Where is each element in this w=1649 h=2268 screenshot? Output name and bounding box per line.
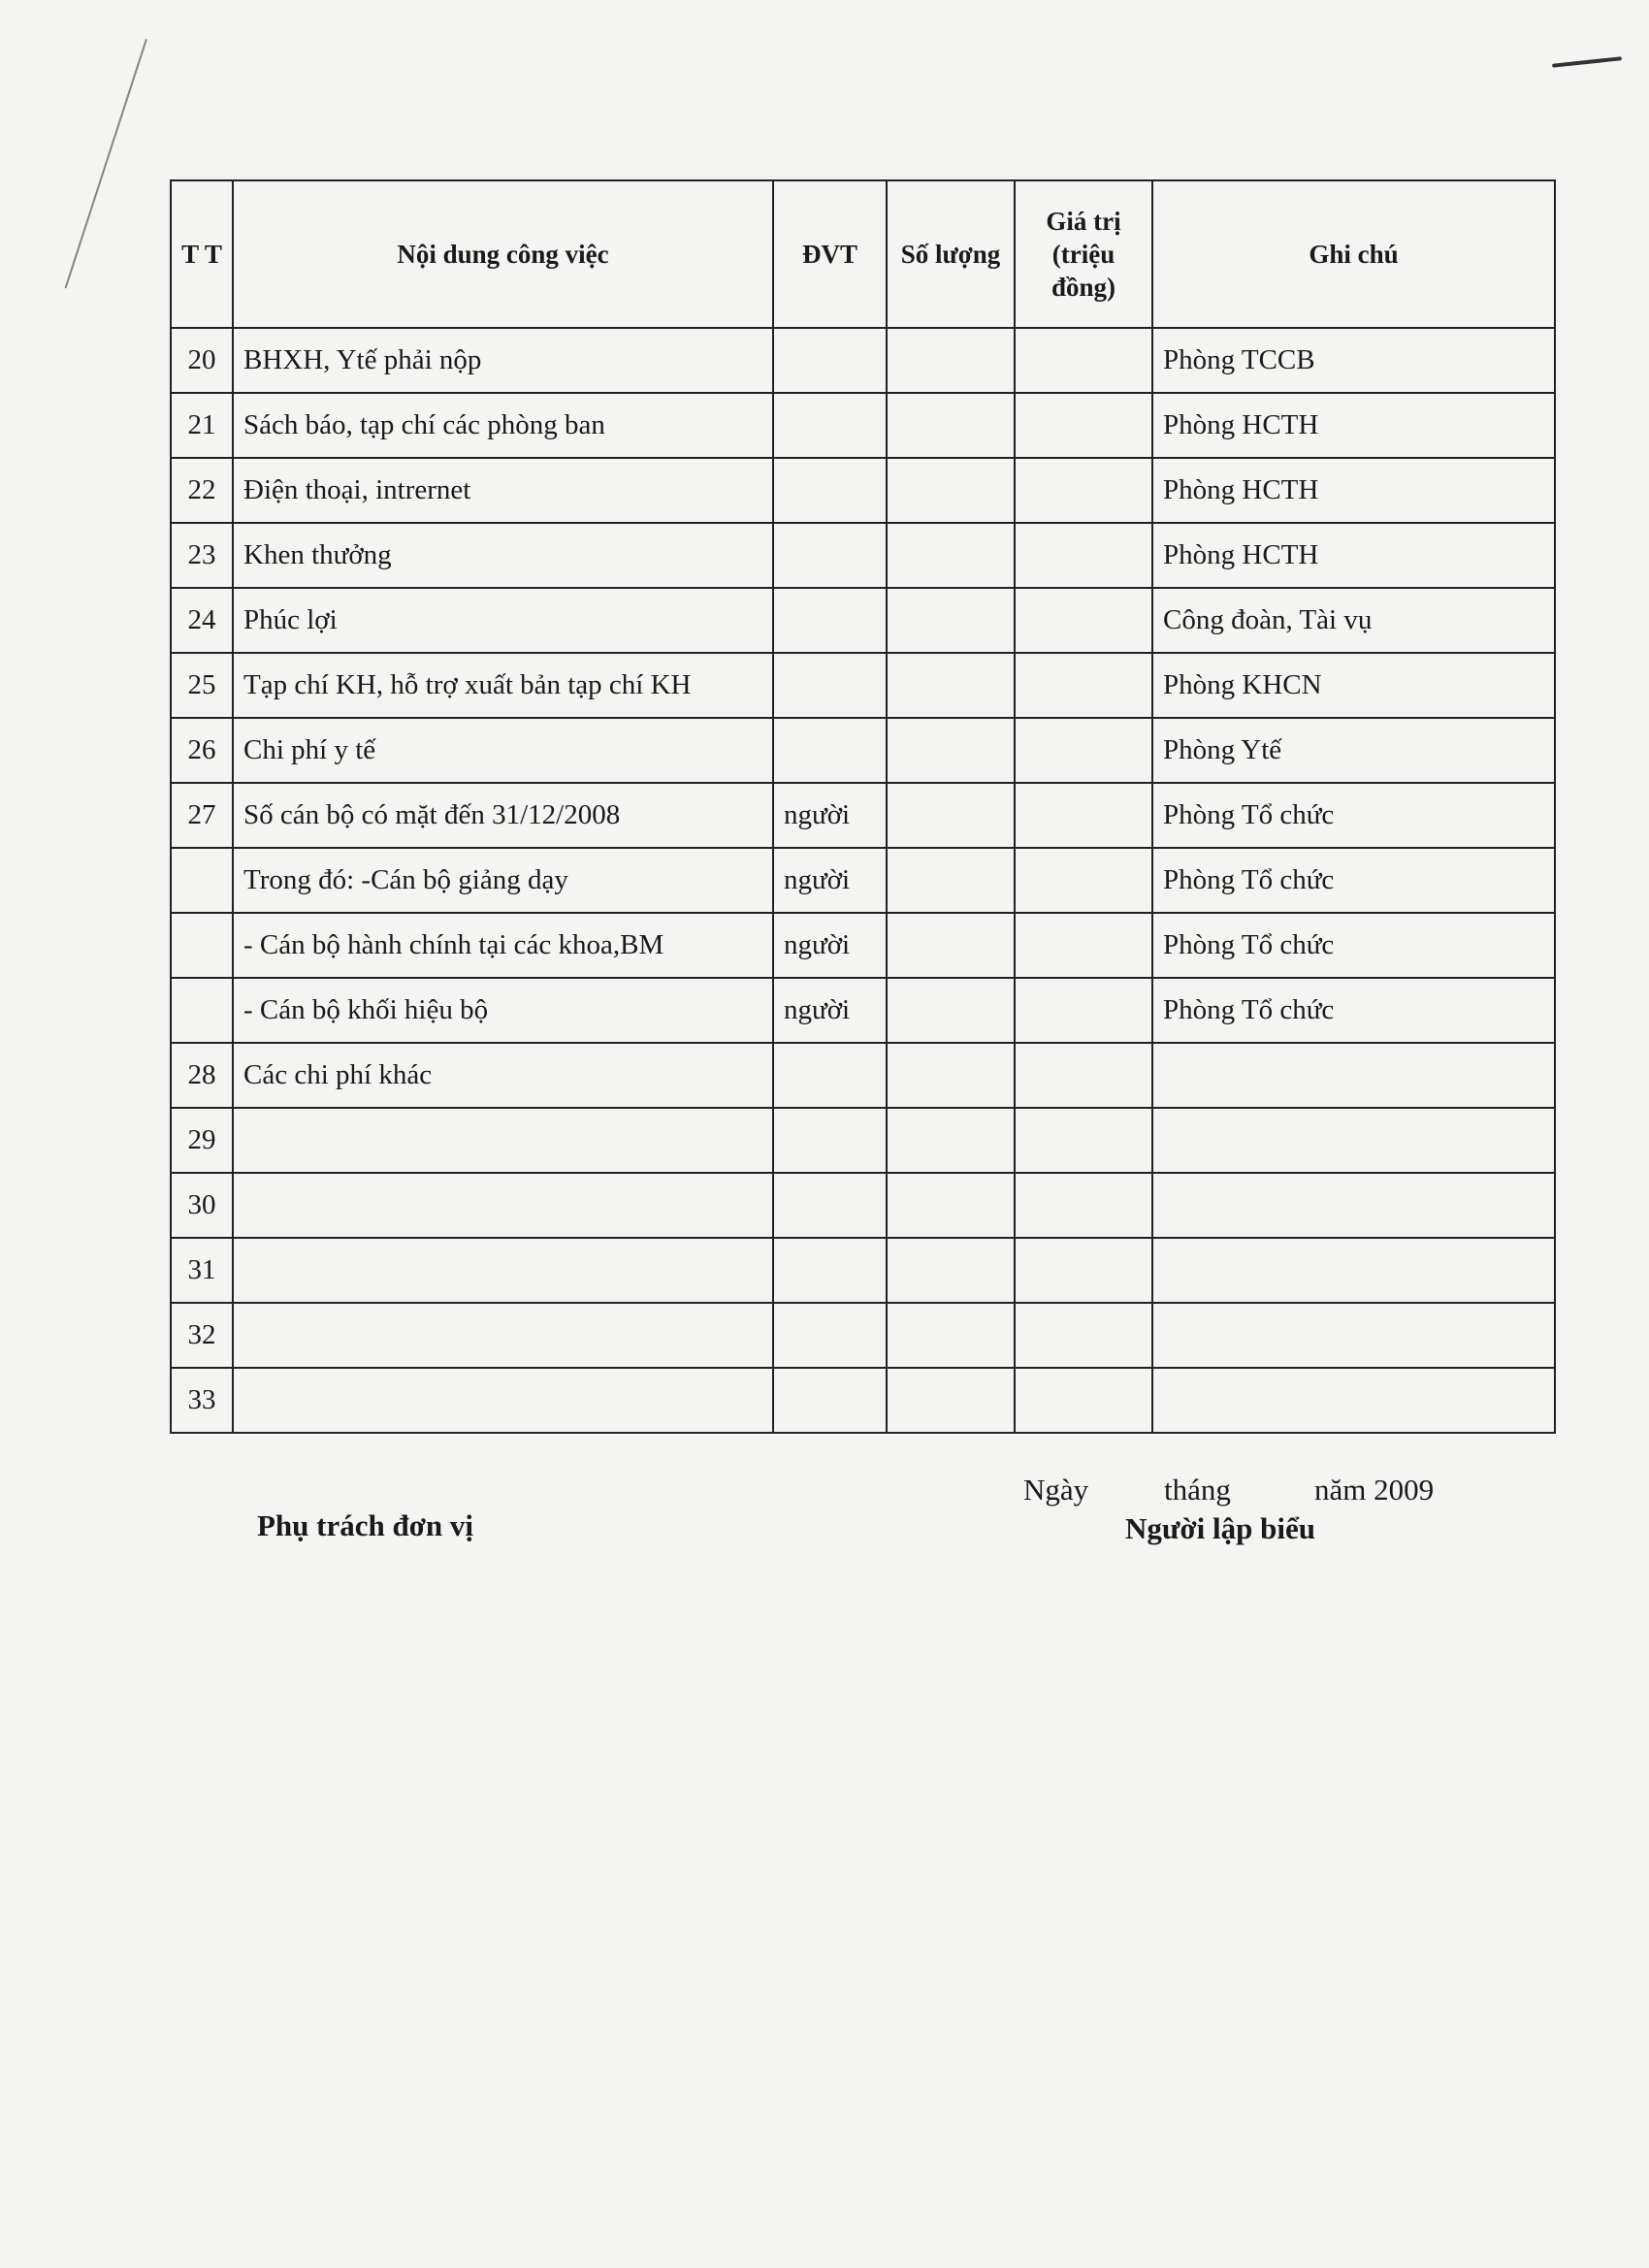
row-content-cell: Sách báo, tạp chí các phòng ban (233, 393, 773, 458)
row-tt-cell: 21 (171, 393, 233, 458)
row-dvt-cell (773, 523, 887, 588)
table-row (171, 1043, 1555, 1108)
table-row (171, 1368, 1555, 1433)
table-row (171, 1173, 1555, 1238)
row-dvt-cell (773, 1368, 887, 1433)
row-tt-cell (171, 913, 233, 978)
table-row (171, 328, 1555, 393)
row-content-cell: Tạp chí KH, hỗ trợ xuất bản tạp chí KH (233, 653, 773, 718)
row-gia-tri-cell (1015, 913, 1152, 978)
row-dvt-cell (773, 718, 887, 783)
left-signer-label: Phụ trách đơn vị (257, 1508, 474, 1542)
row-note-cell (1152, 1238, 1555, 1303)
row-content-cell: BHXH, Ytế phải nộp (233, 328, 773, 393)
header-ghi-chu: Ghi chú (1152, 180, 1555, 328)
row-gia-tri-cell (1015, 718, 1152, 783)
row-so-luong-cell (887, 848, 1015, 913)
row-gia-tri-cell (1015, 523, 1152, 588)
pen-scratch-mark (1552, 56, 1622, 68)
table-row (171, 393, 1555, 458)
row-gia-tri-cell (1015, 783, 1152, 848)
header-so-luong: Số lượng (887, 180, 1015, 328)
row-note-cell: Phòng HCTH (1152, 523, 1555, 588)
header-content: Nội dung công việc (233, 180, 773, 328)
row-so-luong-cell (887, 458, 1015, 523)
row-note-cell (1152, 1368, 1555, 1433)
row-tt-cell: 22 (171, 458, 233, 523)
row-note-cell: Phòng TCCB (1152, 328, 1555, 393)
row-gia-tri-cell (1015, 1303, 1152, 1368)
row-content-cell: - Cán bộ khối hiệu bộ (233, 978, 773, 1043)
row-content-cell (233, 1368, 773, 1433)
row-gia-tri-cell (1015, 1043, 1152, 1108)
row-gia-tri-cell (1015, 328, 1152, 393)
row-tt-cell: 32 (171, 1303, 233, 1368)
row-so-luong-cell (887, 588, 1015, 653)
row-dvt-cell (773, 1108, 887, 1173)
row-dvt-cell: người (773, 978, 887, 1043)
pen-scratch-mark (65, 39, 147, 288)
row-gia-tri-cell (1015, 1368, 1152, 1433)
row-so-luong-cell (887, 328, 1015, 393)
row-note-cell: Phòng Tổ chức (1152, 783, 1555, 848)
table-row (171, 718, 1555, 783)
table-header-row (171, 180, 1555, 328)
date-month-label: tháng (1164, 1473, 1231, 1507)
row-note-cell (1152, 1303, 1555, 1368)
row-tt-cell: 26 (171, 718, 233, 783)
table-row (171, 978, 1555, 1043)
row-so-luong-cell (887, 1043, 1015, 1108)
row-tt-cell: 23 (171, 523, 233, 588)
row-gia-tri-cell (1015, 848, 1152, 913)
table-row (171, 1303, 1555, 1368)
row-tt-cell: 27 (171, 783, 233, 848)
row-note-cell (1152, 1043, 1555, 1108)
row-content-cell: Chi phí y tế (233, 718, 773, 783)
row-dvt-cell: người (773, 848, 887, 913)
row-tt-cell: 28 (171, 1043, 233, 1108)
row-dvt-cell (773, 393, 887, 458)
row-note-cell (1152, 1108, 1555, 1173)
row-note-cell: Phòng HCTH (1152, 458, 1555, 523)
row-dvt-cell (773, 588, 887, 653)
row-note-cell: Phòng Tổ chức (1152, 848, 1555, 913)
row-tt-cell: 31 (171, 1238, 233, 1303)
row-dvt-cell (773, 1303, 887, 1368)
row-tt-cell: 30 (171, 1173, 233, 1238)
row-content-cell: Điện thoại, intrernet (233, 458, 773, 523)
row-note-cell: Phòng KHCN (1152, 653, 1555, 718)
row-tt-cell (171, 978, 233, 1043)
row-so-luong-cell (887, 783, 1015, 848)
row-so-luong-cell (887, 1238, 1015, 1303)
row-gia-tri-cell (1015, 1173, 1152, 1238)
row-gia-tri-cell (1015, 653, 1152, 718)
row-so-luong-cell (887, 653, 1015, 718)
row-content-cell: - Cán bộ hành chính tại các khoa,BM (233, 913, 773, 978)
row-tt-cell (171, 848, 233, 913)
row-gia-tri-cell (1015, 458, 1152, 523)
row-tt-cell: 33 (171, 1368, 233, 1433)
row-content-cell: Các chi phí khác (233, 1043, 773, 1108)
row-so-luong-cell (887, 1108, 1015, 1173)
row-tt-cell: 24 (171, 588, 233, 653)
row-content-cell: Số cán bộ có mặt đến 31/12/2008 (233, 783, 773, 848)
row-so-luong-cell (887, 1173, 1015, 1238)
row-dvt-cell: người (773, 783, 887, 848)
date-year-label: năm 2009 (1314, 1473, 1435, 1507)
row-dvt-cell (773, 1238, 887, 1303)
row-so-luong-cell (887, 978, 1015, 1043)
row-note-cell: Phòng HCTH (1152, 393, 1555, 458)
table-row (171, 848, 1555, 913)
row-so-luong-cell (887, 913, 1015, 978)
table-row (171, 588, 1555, 653)
row-content-cell (233, 1303, 773, 1368)
header-gia-tri: Giá trị (triệu đồng) (1015, 180, 1152, 328)
row-content-cell (233, 1108, 773, 1173)
header-tt: T T (171, 180, 233, 328)
row-gia-tri-cell (1015, 1108, 1152, 1173)
row-dvt-cell (773, 1043, 887, 1108)
row-gia-tri-cell (1015, 393, 1152, 458)
row-content-cell (233, 1173, 773, 1238)
row-so-luong-cell (887, 393, 1015, 458)
row-dvt-cell (773, 328, 887, 393)
table-row (171, 458, 1555, 523)
budget-table (170, 179, 1556, 1434)
row-note-cell: Phòng Tổ chức (1152, 978, 1555, 1043)
row-note-cell: Phòng Ytế (1152, 718, 1555, 783)
row-content-cell: Trong đó: -Cán bộ giảng dạy (233, 848, 773, 913)
row-dvt-cell: người (773, 913, 887, 978)
row-dvt-cell (773, 653, 887, 718)
row-dvt-cell (773, 1173, 887, 1238)
table-row (171, 1238, 1555, 1303)
header-dvt: ĐVT (773, 180, 887, 328)
row-so-luong-cell (887, 718, 1015, 783)
table-row (171, 523, 1555, 588)
row-content-cell (233, 1238, 773, 1303)
row-tt-cell: 20 (171, 328, 233, 393)
row-so-luong-cell (887, 1368, 1015, 1433)
row-note-cell: Công đoàn, Tài vụ (1152, 588, 1555, 653)
table-row (171, 1108, 1555, 1173)
date-day-label: Ngày (1023, 1473, 1089, 1507)
row-tt-cell: 29 (171, 1108, 233, 1173)
row-gia-tri-cell (1015, 1238, 1152, 1303)
row-note-cell: Phòng Tổ chức (1152, 913, 1555, 978)
row-note-cell (1152, 1173, 1555, 1238)
row-tt-cell: 25 (171, 653, 233, 718)
row-so-luong-cell (887, 523, 1015, 588)
table-row (171, 653, 1555, 718)
table-row (171, 913, 1555, 978)
row-content-cell: Khen thưởng (233, 523, 773, 588)
row-gia-tri-cell (1015, 588, 1152, 653)
row-gia-tri-cell (1015, 978, 1152, 1043)
row-dvt-cell (773, 458, 887, 523)
row-content-cell: Phúc lợi (233, 588, 773, 653)
right-signer-label: Người lập biểu (1125, 1511, 1315, 1545)
row-so-luong-cell (887, 1303, 1015, 1368)
table-row (171, 783, 1555, 848)
